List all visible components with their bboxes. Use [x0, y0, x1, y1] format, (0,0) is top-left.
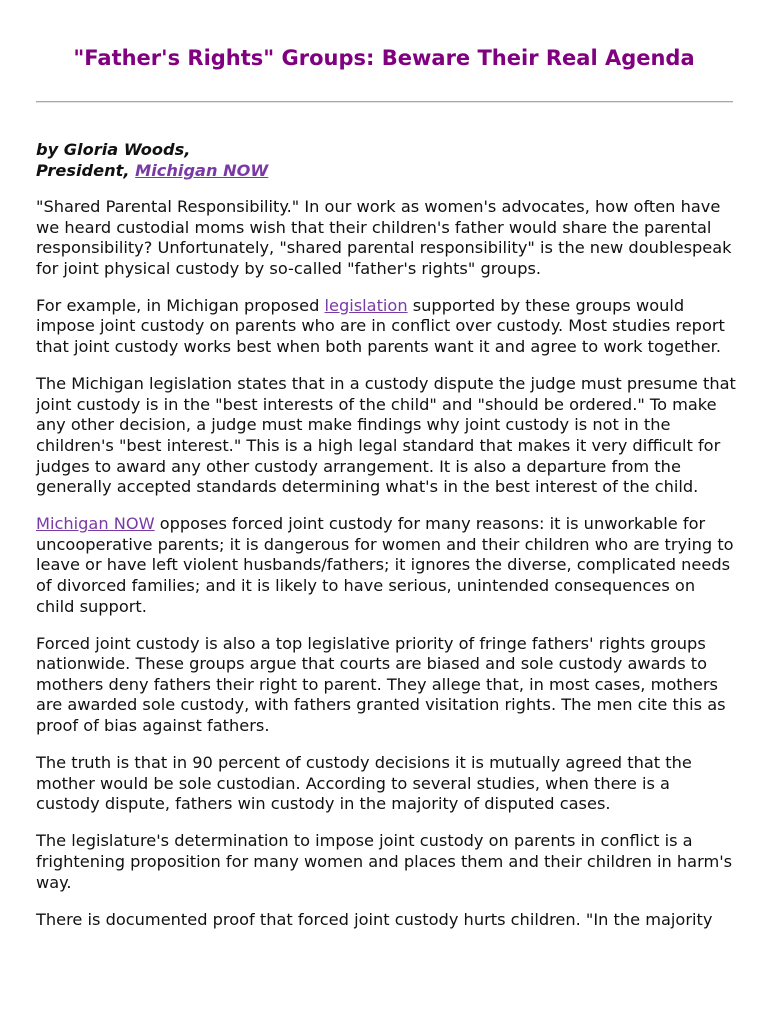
michigan-now-inline-link[interactable]: Michigan NOW: [36, 514, 155, 534]
byline: [36, 139, 736, 181]
article-body: [36, 197, 736, 947]
paragraph-2-rest: supported by these groups would impose joint custody on parents who are in conflict over custody. Most studies report that joint custody works best when both parents want it and agree to work together.: [36, 295, 725, 357]
paragraph-2: [36, 296, 736, 358]
byline-role: President,: [36, 161, 136, 180]
paragraph-8: There is documented proof that forced joint custody hurts children. "In the majority: [36, 909, 713, 929]
paragraph-3: The Michigan legislation states that in a custody dispute the judge must presume that joint custody is in the "best interests of the child" and "should be ordered." To make any other decision, a judge must make findings why joint custody is not in the children's "best interest." This is a high legal standard that makes it very difficult for judges to award any other custody arrangement. It is also a departure from the generally accepted standards determining what's in the best interest of the child.: [36, 374, 736, 497]
horizontal-rule: [36, 101, 733, 103]
legislation-link[interactable]: legislation: [324, 295, 408, 315]
paragraph-7: The legislature's determination to impose joint custody on parents in conflict is a frightening proposition for many women and places them and their children in harm's way.: [36, 831, 733, 892]
paragraph-6: The truth is that in 90 percent of custody decisions it is mutually agreed that the mother would be sole custodian. According to several studies, when there is a custody dispute, fathers win custody in the majority of disputed cases.: [36, 753, 692, 814]
paragraph-1: "Shared Parental Responsibility." In our work as women's advocates, how often have we heard custodial moms wish that their children's father would share the parental responsibility? Unfortunately, "shared parental responsibility" is the new doublespeak for joint physical custody by so-called "father's rights" groups.: [36, 197, 732, 278]
article-title: "Father's Rights" Groups: Beware Their Real Agenda: [73, 46, 695, 70]
paragraph-5: Forced joint custody is also a top legislative priority of fringe fathers' rights groups nationwide. These groups argue that courts are biased and sole custody awards to mothers deny fathers their right to parent. They allege that, in most cases, mothers are awarded sole custody, with fathers granted visitation rights. The men cite this as proof of bias against fathers.: [36, 633, 726, 736]
michigan-now-link[interactable]: Michigan NOW: [135, 161, 269, 180]
paragraph-4: [36, 514, 736, 617]
paragraph-4-rest: opposes forced joint custody for many reasons: it is unworkable for uncooperative parents; it is dangerous for women and their children who are trying to leave or have left violent husbands/fathers; it ignores the diverse, complicated needs of divorced families; and it is likely to have serious, unintended consequences on child support.: [36, 514, 734, 616]
paragraph-2-lead: For example, in Michigan proposed: [36, 295, 325, 315]
byline-author: by Gloria Woods,: [36, 140, 191, 159]
